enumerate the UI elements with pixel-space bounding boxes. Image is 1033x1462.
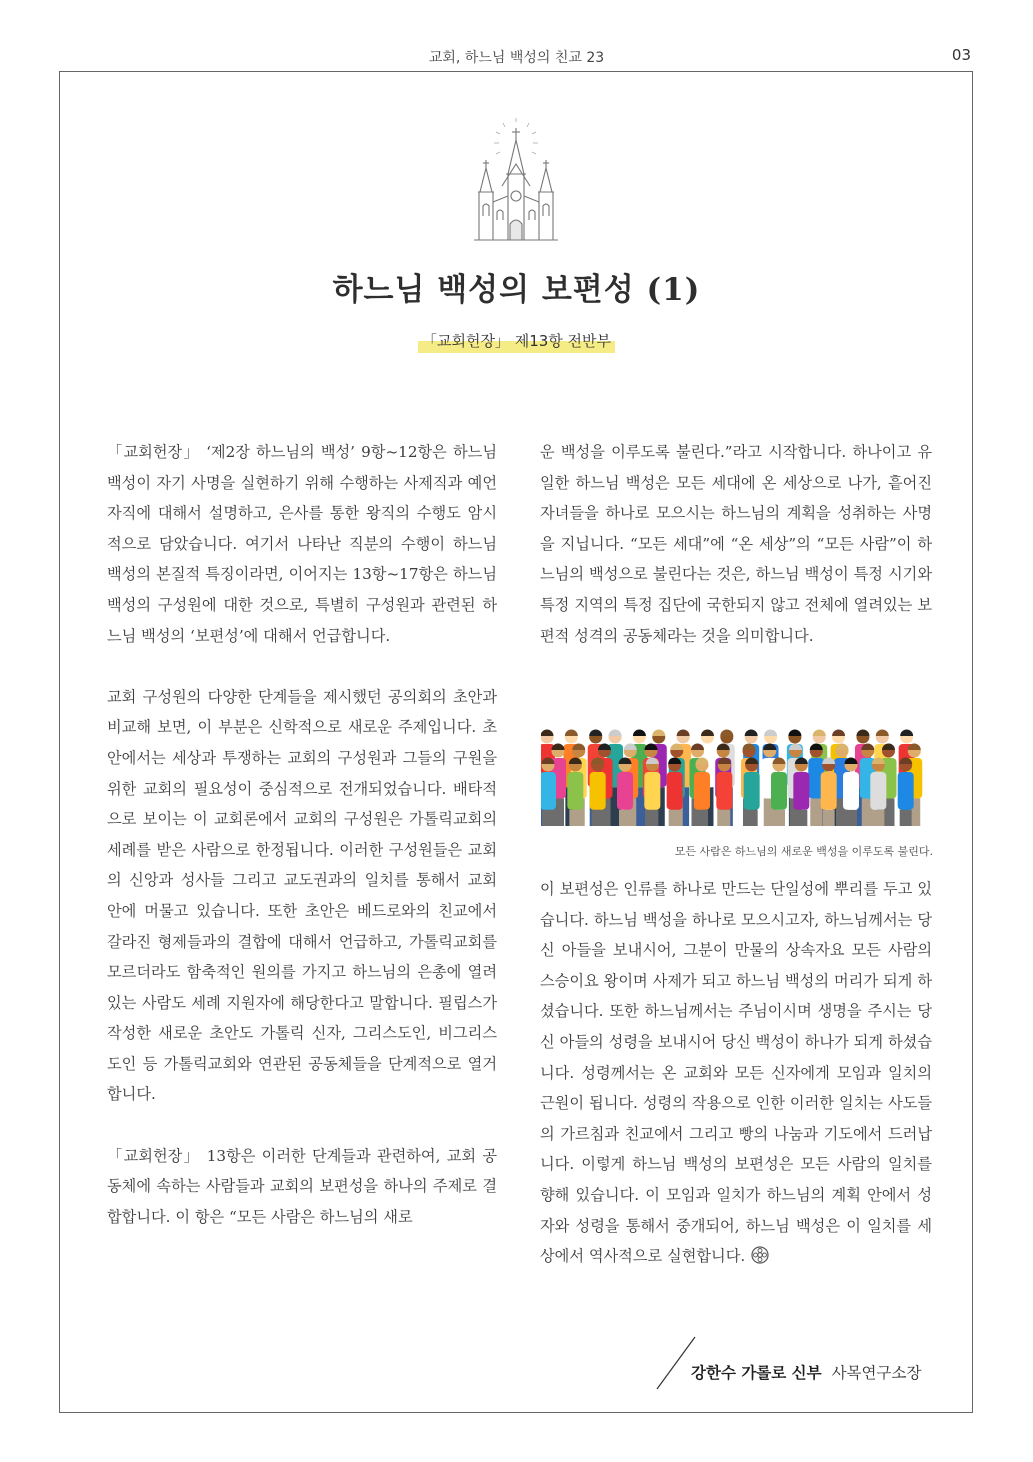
person-figure bbox=[870, 772, 886, 810]
person-figure bbox=[567, 772, 583, 810]
person-figure bbox=[667, 772, 683, 810]
person-figure bbox=[843, 772, 859, 810]
person-figure bbox=[541, 772, 556, 810]
article-title: 하느님 백성의 보편성 (1) bbox=[332, 272, 701, 308]
church-icon bbox=[470, 116, 562, 244]
person-figure bbox=[644, 772, 660, 810]
page-number: 03 bbox=[951, 46, 971, 64]
right-column-top bbox=[540, 437, 932, 651]
paragraph: 운 백성을 이루도록 불린다.”라고 시작합니다. 하나이고 유일한 하느님 백성은 모든 세대에 온 세상으로 나가, 흩어진 자녀들을 하나로 모으시는 하느님의 계획을 성취하는 사명을 지닙니다. “모든 세대”에 “온 세상”의 “모든 사람”이 하느님의 백성으로 불린다는 것은, 하느님 백성이 특정 시기와 특정 지역의 특정 집단에 국한되지 않고 전체에 열려있는 보편적 성격의 공동체라는 것을 의미합니다. bbox=[540, 443, 932, 645]
author-credit bbox=[691, 1361, 921, 1383]
person-figure bbox=[793, 772, 809, 810]
person-figure bbox=[617, 772, 633, 810]
person-figure bbox=[898, 772, 914, 810]
paragraph: 「교회헌장」 13항은 이러한 단계들과 관련하여, 교회 공동체에 속하는 사람들과 교회의 보편성을 하나의 주제로 결합합니다. 이 항은 “모든 사람은 하느님의 새로 bbox=[107, 1146, 497, 1226]
article-subtitle: 「교회헌장」 제13항 전반부 bbox=[418, 330, 615, 351]
running-title: 교회, 하느님 백성의 친교 23 bbox=[428, 50, 605, 66]
person-figure bbox=[744, 772, 760, 810]
photo-caption: 모든 사람은 하느님의 새로운 백성을 이루도록 불린다. bbox=[674, 845, 933, 858]
right-column-bottom bbox=[540, 874, 932, 1272]
paragraph: 이 보편성은 인류를 하나로 만드는 단일성에 뿌리를 두고 있습니다. 하느님 백성을 하나로 모으시고자, 하느님께서는 당신 아들을 보내시어, 그분이 만물의 상속자요 모든 사람의 스승이요 왕이며 사제가 되고 하느님 백성의 머리가 되게 하셨습니다. 또한 하느님께서는 주님이시며 생명을 주시는 당신 아들의 성령을 보내시어 당신 백성이 하나가 되게 하셨습니다. 성령께서는 온 교회와 모든 신자에게 모임과 일치의 근원이 됩니다. 성령의 작용으로 인한 이러한 일치는 사도들의 가르침과 친교에서 그리고 빵의 나눔과 기도에서 드러납니다. 이렇게 하느님 백성의 보편성은 모든 사람의 일치를 향해 있습니다. 이 모임과 일치가 하느님의 계획 안에서 성자와 성령을 통해서 중개되어, 하느님 백성은 이 일치를 세상에서 역사적으로 실현합니다. bbox=[540, 880, 932, 1266]
paragraph: 교회 구성원의 다양한 단계들을 제시했던 공의회의 초안과 비교해 보면, 이 부분은 신학적으로 새로운 주제입니다. 초안에서는 세상과 투쟁하는 교회의 구성원과 그들의 구원을 위한 교회의 필요성이 중심적으로 전개되었습니다. 배타적으로 보이는 이 교회론에서 교회의 구성원은 가톨릭교회의 세례를 받은 사람으로 한정됩니다. 이러한 구성원들은 교회의 신앙과 성사들 그리고 교도권과의 일치를 통해서 교회 안에 머물고 있습니다. 또한 초안은 베드로와의 친교에서 갈라진 형제들과의 결합에 대해서 언급하고, 가톨릭교회를 모르더라도 함축적인 원의를 가지고 하느님의 은총에 열려있는 사람도 세례 지원자에 해당한다고 말합니다. 필립스가 작성한 새로운 초안도 가톨릭 신자, 그리스도인, 비그리스도인 등 가톨릭교회와 연관된 공동체들을 단계적으로 열거합니다. bbox=[107, 687, 497, 1104]
author-name: 강한수 가롤로 신부 bbox=[691, 1364, 822, 1382]
person-figure bbox=[821, 772, 837, 810]
paragraph: 「교회헌장」 ‘제2장 하느님의 백성’ 9항~12항은 하느님 백성이 자기 사명을 실현하기 위해 수행하는 사제직과 예언자직에 대해서 설명하고, 은사를 통한 왕직의 수행도 암시적으로 담았습니다. 여기서 나타난 직분의 수행이 하느님 백성의 본질적 특징이라면, 이어지는 13항~17항은 하느님 백성의 구성원에 대한 것으로, 특별히 구성원과 관련된 하느님 백성의 ‘보편성’에 대해서 언급합니다. bbox=[107, 443, 497, 645]
crowd-photo bbox=[541, 708, 933, 826]
end-flower-icon bbox=[751, 1246, 769, 1264]
person-figure bbox=[694, 772, 710, 810]
person-figure bbox=[771, 772, 787, 810]
author-role: 사목연구소장 bbox=[831, 1364, 922, 1382]
left-column bbox=[107, 437, 497, 1232]
person-figure bbox=[590, 772, 606, 810]
person-figure bbox=[716, 772, 732, 810]
